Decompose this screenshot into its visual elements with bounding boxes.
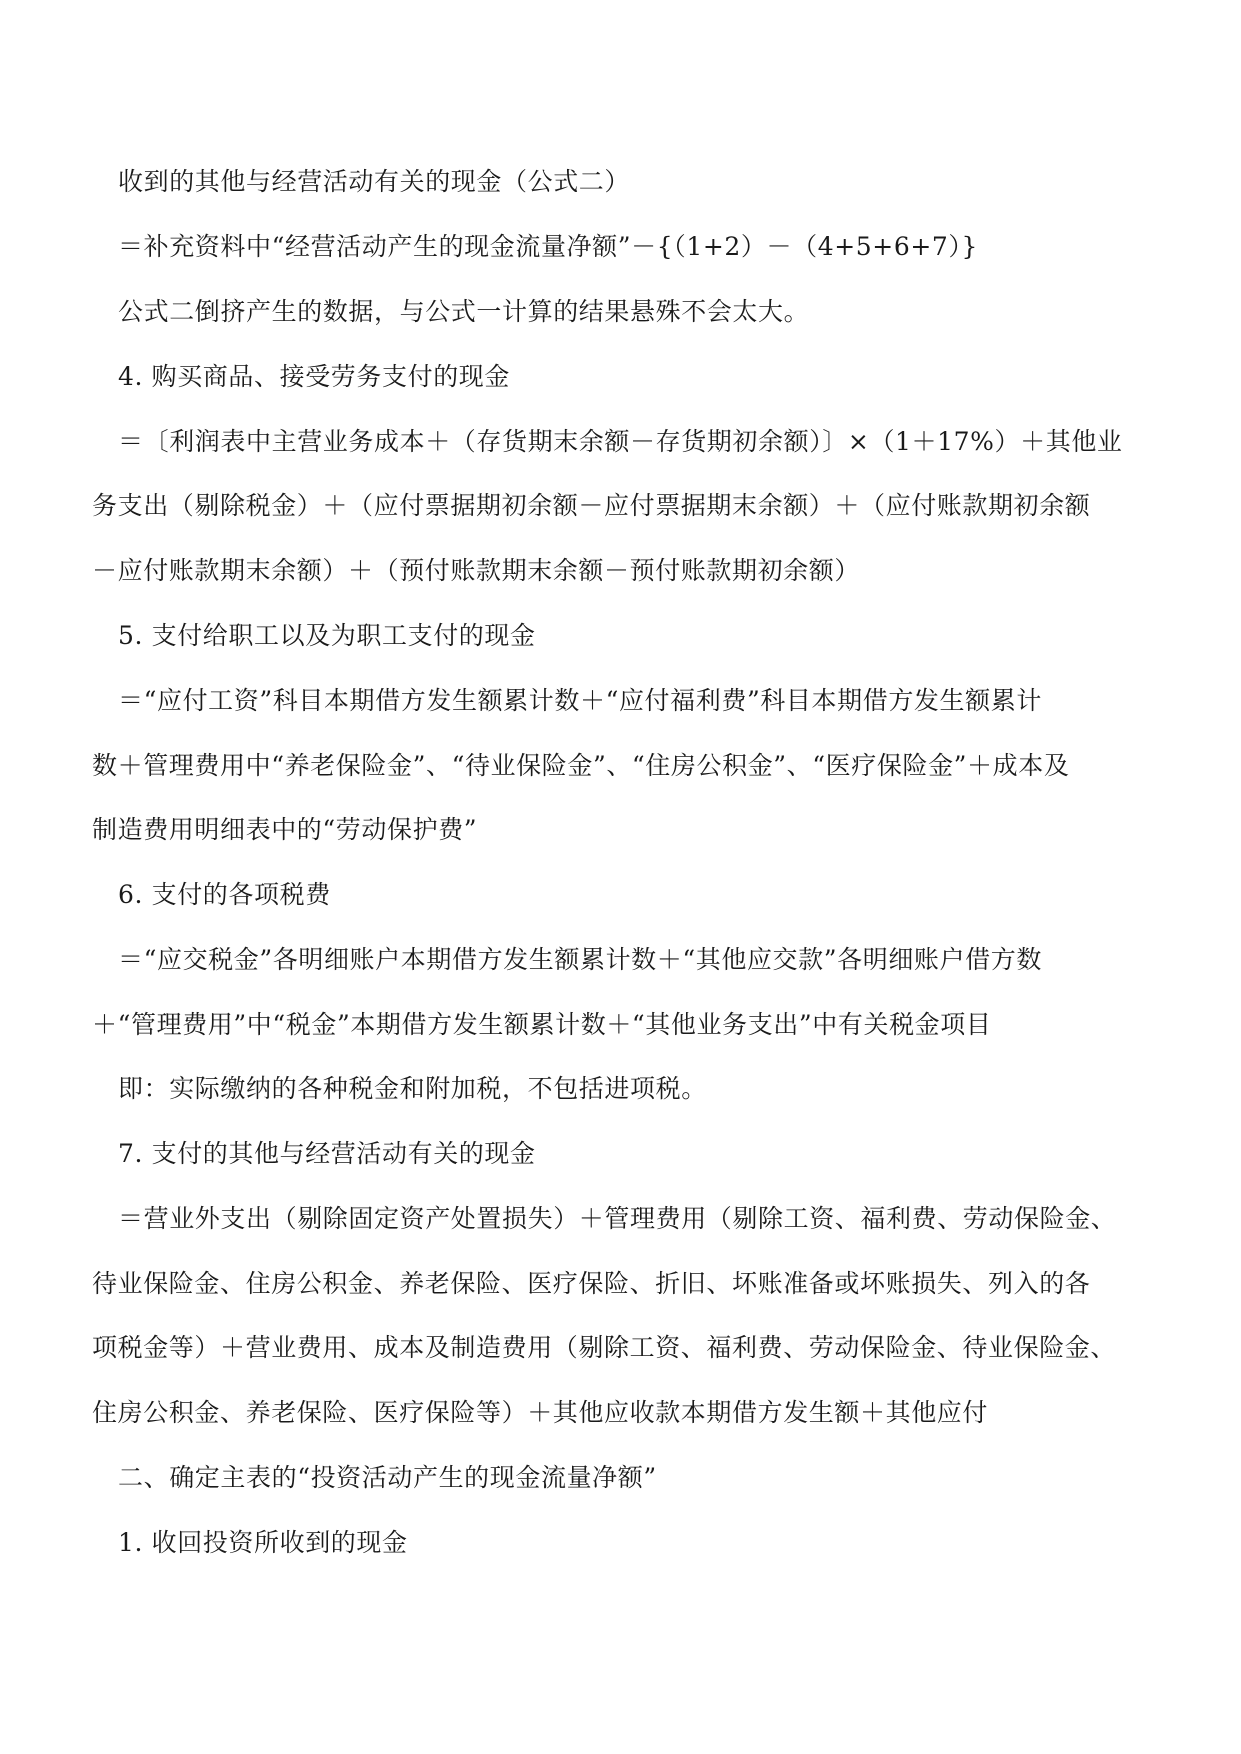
- paragraph-item-5-line-3: 制造费用明细表中的“劳动保护费”: [92, 815, 478, 844]
- paragraph-item-6-note: 即：实际缴纳的各种税金和附加税，不包括进项税。: [118, 1074, 707, 1103]
- heading-item-7: 7. 支付的其他与经营活动有关的现金: [118, 1139, 536, 1168]
- heading-item-5: 5. 支付给职工以及为职工支付的现金: [118, 621, 536, 650]
- paragraph-item-4-line-3: －应付账款期末余额）＋（预付账款期末余额－预付账款期初余额）: [92, 556, 861, 585]
- paragraph-item-4-line-1: ＝〔利润表中主营业务成本＋（存货期末余额－存货期初余额）〕×（1＋17%）＋其他业: [118, 427, 1123, 456]
- paragraph-item-6-line-1: ＝“应交税金”各明细账户本期借方发生额累计数＋“其他应交款”各明细账户借方数: [118, 945, 1042, 974]
- paragraph-item-7-line-4: 住房公积金、养老保险、医疗保险等）＋其他应收款本期借方发生额＋其他应付: [92, 1398, 989, 1427]
- heading-item-4: 4. 购买商品、接受劳务支付的现金: [118, 362, 511, 391]
- heading-item-6: 6. 支付的各项税费: [118, 880, 331, 909]
- paragraph-item-5-line-2: 数＋管理费用中“养老保险金”、“待业保险金”、“住房公积金”、“医疗保险金”＋成本及: [92, 751, 1070, 780]
- paragraph-formula-two: ＝补充资料中“经营活动产生的现金流量净额”－{（1+2）－（4+5+6+7）}: [118, 232, 978, 261]
- paragraph-note: 公式二倒挤产生的数据，与公式一计算的结果悬殊不会太大。: [118, 297, 810, 326]
- paragraph-item-7-line-3: 项税金等）＋营业费用、成本及制造费用（剔除工资、福利费、劳动保险金、待业保险金、: [92, 1333, 1117, 1362]
- section-heading-investing: 二、确定主表的“投资活动产生的现金流量净额”: [118, 1463, 657, 1492]
- paragraph-heading-formula-two: 收到的其他与经营活动有关的现金（公式二）: [118, 167, 631, 196]
- paragraph-item-7-line-1: ＝营业外支出（剔除固定资产处置损失）＋管理费用（剔除工资、福利费、劳动保险金、: [118, 1204, 1117, 1233]
- heading-investing-item-1: 1. 收回投资所收到的现金: [118, 1528, 408, 1557]
- paragraph-item-7-line-2: 待业保险金、住房公积金、养老保险、医疗保险、折旧、坏账准备或坏账损失、列入的各: [92, 1269, 1091, 1298]
- paragraph-item-5-line-1: ＝“应付工资”科目本期借方发生额累计数＋“应付福利费”科目本期借方发生额累计: [118, 686, 1042, 715]
- paragraph-item-4-line-2: 务支出（剔除税金）＋（应付票据期初余额－应付票据期末余额）＋（应付账款期初余额: [92, 491, 1091, 520]
- paragraph-item-6-line-2: ＋“管理费用”中“税金”本期借方发生额累计数＋“其他业务支出”中有关税金项目: [92, 1010, 992, 1039]
